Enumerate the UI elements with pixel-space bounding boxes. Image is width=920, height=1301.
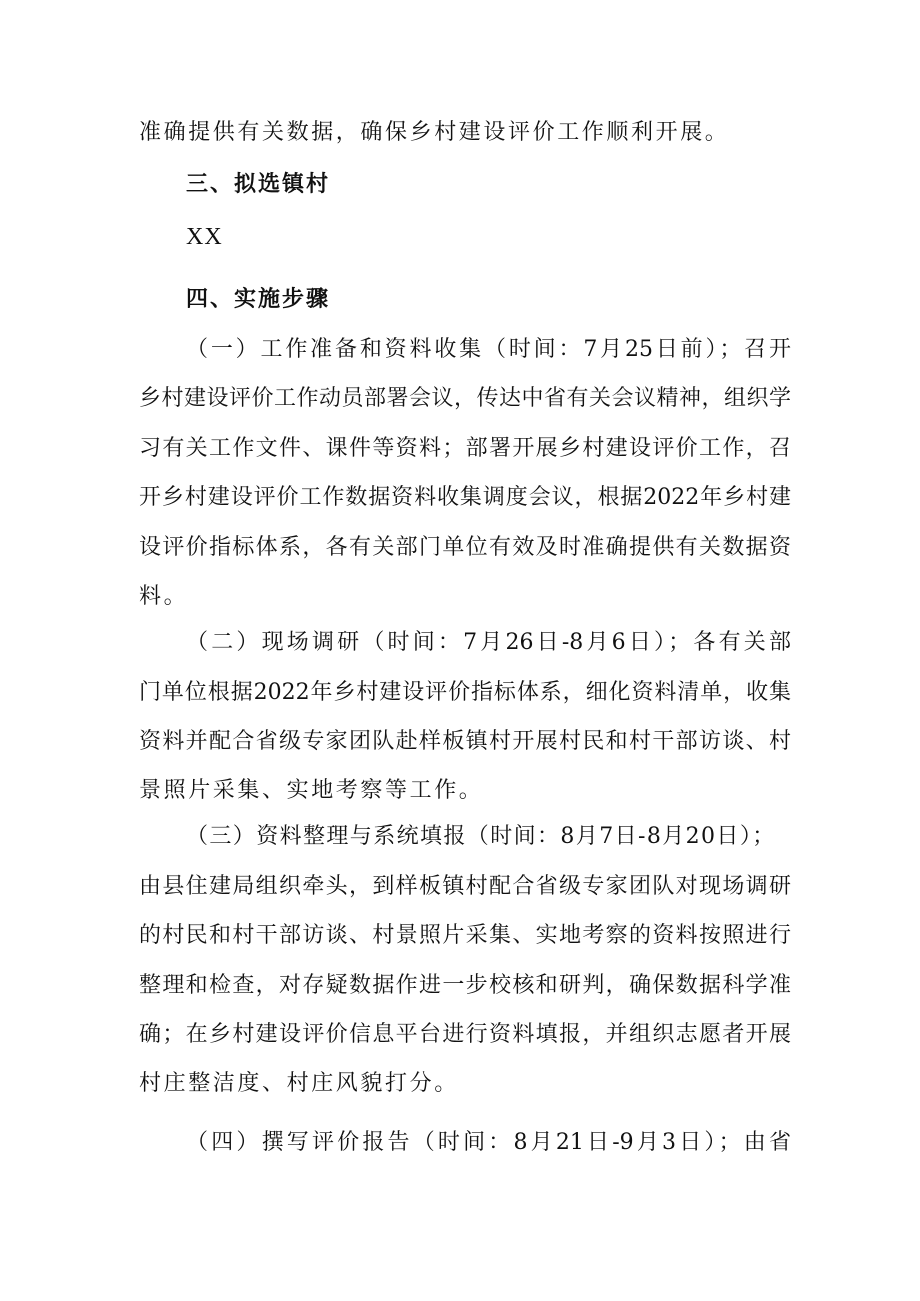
step-2-line: （二）现场调研（时间：7月26日-8月6日）；各有关部 bbox=[186, 630, 791, 655]
step-3-line: 确；在乡村建设评价信息平台进行资料填报，并组织志愿者开展 bbox=[139, 1022, 791, 1047]
selected-village-placeholder: XX bbox=[186, 224, 223, 250]
step-3-line: 整理和检查，对存疑数据作进一步校核和研判，确保数据科学准 bbox=[139, 973, 791, 998]
step-3-line: 由县住建局组织牵头，到样板镇村配合省级专家团队对现场调研 bbox=[139, 874, 791, 899]
section-heading-3: 三、拟选镇村 bbox=[186, 172, 331, 197]
step-3-line: 村庄整洁度、村庄风貌打分。 bbox=[139, 1071, 459, 1096]
step-1-line: 开乡村建设评价工作数据资料收集调度会议，根据2022年乡村建 bbox=[139, 485, 791, 510]
step-2-line: 资料并配合省级专家团队赴样板镇村开展村民和村干部访谈、村 bbox=[139, 729, 791, 754]
step-3-line: （三）资料整理与系统填报（时间：8月7日-8月20日）； bbox=[186, 824, 776, 849]
step-1-line: 设评价指标体系，各有关部门单位有效及时准确提供有关数据资 bbox=[139, 535, 791, 560]
step-2-line: 门单位根据2022年乡村建设评价指标体系，细化资料清单，收集 bbox=[139, 680, 791, 705]
paragraph-continuation-line: 准确提供有关数据，确保乡村建设评价工作顺利开展。 bbox=[139, 120, 730, 145]
step-1-line: （一）工作准备和资料收集（时间：7月25日前）；召开 bbox=[186, 337, 791, 362]
step-2-line: 景照片采集、实地考察等工作。 bbox=[139, 778, 484, 803]
step-4-line: （四）撰写评价报告（时间：8月21日-9月3日）；由省 bbox=[186, 1130, 791, 1155]
step-1-line: 料。 bbox=[139, 584, 189, 609]
step-3-line: 的村民和村干部访谈、村景照片采集、实地考察的资料按照进行 bbox=[139, 923, 791, 948]
step-1-line: 习有关工作文件、课件等资料；部署开展乡村建设评价工作，召 bbox=[139, 436, 791, 461]
step-1-line: 乡村建设评价工作动员部署会议，传达中省有关会议精神，组织学 bbox=[139, 386, 791, 411]
section-heading-4: 四、实施步骤 bbox=[186, 287, 331, 312]
